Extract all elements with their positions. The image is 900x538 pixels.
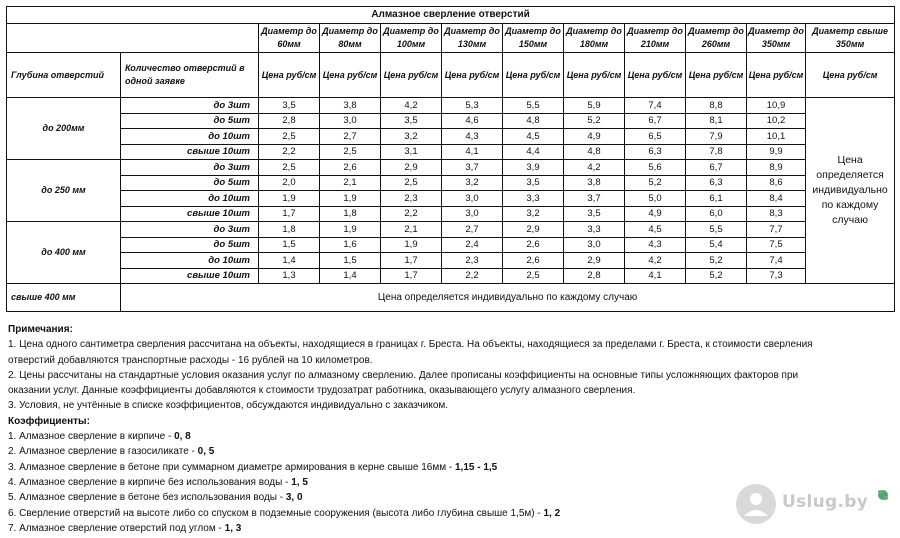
price-cell: 2,2 xyxy=(381,206,442,222)
coefficient-text: 5. Алмазное сверление в бетоне без использования воды - xyxy=(8,492,286,504)
price-cell: 3,7 xyxy=(442,160,503,176)
price-cell: 1,9 xyxy=(320,191,381,207)
price-cell: 4,5 xyxy=(625,222,686,238)
quantity-cell: свыше 10шт xyxy=(121,206,259,222)
price-cell: 2,8 xyxy=(564,268,625,284)
price-cell: 7,4 xyxy=(747,253,806,269)
price-cell: 2,5 xyxy=(503,268,564,284)
price-unit-header: Цена руб/см xyxy=(806,53,895,98)
price-cell: 2,2 xyxy=(259,144,320,160)
table-row xyxy=(7,144,895,160)
price-cell: 5,2 xyxy=(564,113,625,129)
price-cell: 2,4 xyxy=(442,237,503,253)
watermark-logo xyxy=(728,482,893,530)
price-cell: 10,1 xyxy=(747,129,806,145)
price-cell: 2,1 xyxy=(381,222,442,238)
price-cell: 3,0 xyxy=(442,191,503,207)
table-row xyxy=(7,113,895,129)
price-unit-header: Цена руб/см xyxy=(564,53,625,98)
coefficient-text: 3. Алмазное сверление в бетоне при суммарном диаметре армирования в керне свыше 16мм - xyxy=(8,461,455,473)
price-cell: 10,9 xyxy=(747,98,806,114)
price-cell: 4,6 xyxy=(442,113,503,129)
diameter-header: Диаметр до 210мм xyxy=(625,24,686,53)
price-cell: 5,0 xyxy=(625,191,686,207)
price-unit-header: Цена руб/см xyxy=(747,53,806,98)
price-cell: 8,8 xyxy=(686,98,747,114)
table-row xyxy=(7,237,895,253)
price-cell: 4,8 xyxy=(564,144,625,160)
price-cell: 5,3 xyxy=(442,98,503,114)
diameter-header: Диаметр до 130мм xyxy=(442,24,503,53)
price-cell: 3,0 xyxy=(564,237,625,253)
price-cell: 3,2 xyxy=(503,206,564,222)
price-cell: 3,2 xyxy=(381,129,442,145)
price-cell: 3,2 xyxy=(442,175,503,191)
price-cell: 2,7 xyxy=(442,222,503,238)
coefficient-text: 1. Алмазное сверление в кирпиче - xyxy=(8,431,175,443)
coefficient-value: 1, 3 xyxy=(224,522,242,534)
diameter-header: Диаметр до 150мм xyxy=(503,24,564,53)
table-row xyxy=(7,98,895,114)
quantity-cell: до 3шт xyxy=(121,98,259,114)
price-cell: 7,9 xyxy=(686,129,747,145)
price-cell: 9,9 xyxy=(747,144,806,160)
coefficient-line xyxy=(8,460,878,475)
price-cell: 6,0 xyxy=(686,206,747,222)
price-cell: 1,7 xyxy=(381,268,442,284)
price-cell: 4,4 xyxy=(503,144,564,160)
price-cell: 4,1 xyxy=(625,268,686,284)
price-cell: 1,8 xyxy=(320,206,381,222)
coefficient-value: 1, 2 xyxy=(543,507,561,519)
price-cell: 2,2 xyxy=(442,268,503,284)
price-cell: 1,3 xyxy=(259,268,320,284)
price-cell: 3,5 xyxy=(381,113,442,129)
price-cell: 5,9 xyxy=(564,98,625,114)
table-row xyxy=(7,175,895,191)
table-row xyxy=(7,160,895,176)
price-cell: 1,4 xyxy=(259,253,320,269)
price-cell: 6,7 xyxy=(625,113,686,129)
price-table xyxy=(6,6,895,312)
quantity-cell: до 10шт xyxy=(121,129,259,145)
quantity-cell: свыше 10шт xyxy=(121,144,259,160)
price-cell: 5,5 xyxy=(686,222,747,238)
price-cell: 2,8 xyxy=(259,113,320,129)
price-cell: 3,0 xyxy=(320,113,381,129)
price-cell: 3,3 xyxy=(564,222,625,238)
price-cell: 1,7 xyxy=(381,253,442,269)
diameter-header: Диаметр до 350мм xyxy=(747,24,806,53)
price-cell: 3,8 xyxy=(320,98,381,114)
watermark-text: Uslug.by xyxy=(782,492,869,512)
price-unit-header: Цена руб/см xyxy=(320,53,381,98)
price-cell: 3,5 xyxy=(259,98,320,114)
price-cell: 1,5 xyxy=(259,237,320,253)
coefficient-value: 0, 5 xyxy=(197,446,215,458)
price-cell: 2,5 xyxy=(320,144,381,160)
price-cell: 3,5 xyxy=(564,206,625,222)
table-row xyxy=(7,129,895,145)
note-line: 1. Цена одного сантиметра сверления рассчитана на объекты, находящиеся в границах г. Бреста. На объекты, находящиеся за пределами г. Бреста, к стоимости сверления xyxy=(8,339,813,351)
price-cell: 10,2 xyxy=(747,113,806,129)
price-cell: 6,3 xyxy=(625,144,686,160)
price-cell: 5,2 xyxy=(686,268,747,284)
price-cell: 1,6 xyxy=(320,237,381,253)
coefficients-heading: Коэффициенты: xyxy=(8,415,90,427)
price-cell: 1,4 xyxy=(320,268,381,284)
price-cell: 2,9 xyxy=(381,160,442,176)
price-cell: 1,9 xyxy=(381,237,442,253)
price-cell: 3,8 xyxy=(564,175,625,191)
price-cell: 6,7 xyxy=(686,160,747,176)
price-cell: 5,2 xyxy=(686,253,747,269)
quantity-cell: свыше 10шт xyxy=(121,268,259,284)
coefficient-text: 2. Алмазное сверление в газосиликате - xyxy=(8,446,198,458)
price-cell: 3,7 xyxy=(564,191,625,207)
coefficient-value: 1, 5 xyxy=(291,476,308,488)
table-row xyxy=(7,253,895,269)
coefficient-line xyxy=(8,444,878,459)
price-cell: 4,8 xyxy=(503,113,564,129)
price-cell: 7,7 xyxy=(747,222,806,238)
table-title: Алмазное сверление отверстий xyxy=(7,7,895,24)
depth-column-header: Глубина отверстий xyxy=(7,53,121,98)
coefficient-text: 6. Сверление отверстий на высоте либо со спуском в подземные сооружения (высота либо глубина свыше 1,5м) - xyxy=(8,507,544,519)
coefficient-line xyxy=(8,429,878,444)
price-cell: 4,2 xyxy=(625,253,686,269)
price-cell: 5,6 xyxy=(625,160,686,176)
quantity-cell: до 10шт xyxy=(121,191,259,207)
depth-cell: до 250 мм xyxy=(7,160,121,222)
diameter-header: Диаметр до 60мм xyxy=(259,24,320,53)
price-cell: 4,2 xyxy=(564,160,625,176)
diameter-header: Диаметр до 80мм xyxy=(320,24,381,53)
price-cell: 8,9 xyxy=(747,160,806,176)
price-cell: 3,1 xyxy=(381,144,442,160)
price-unit-header: Цена руб/см xyxy=(686,53,747,98)
price-cell: 7,4 xyxy=(625,98,686,114)
price-cell: 2,7 xyxy=(320,129,381,145)
quantity-cell: до 5шт xyxy=(121,113,259,129)
price-cell: 2,6 xyxy=(503,253,564,269)
coefficient-text: 4. Алмазное сверление в кирпиче без использования воды - xyxy=(8,476,292,488)
price-cell: 8,4 xyxy=(747,191,806,207)
price-cell: 2,3 xyxy=(442,253,503,269)
quantity-cell: до 3шт xyxy=(121,160,259,176)
depth-over-400: свыше 400 мм xyxy=(7,284,121,312)
price-cell: 1,9 xyxy=(259,191,320,207)
price-cell: 8,3 xyxy=(747,206,806,222)
diameter-header: Диаметр до 180мм xyxy=(564,24,625,53)
price-cell: 6,3 xyxy=(686,175,747,191)
price-cell: 7,3 xyxy=(747,268,806,284)
price-cell: 8,1 xyxy=(686,113,747,129)
price-cell: 3,3 xyxy=(503,191,564,207)
price-unit-header: Цена руб/см xyxy=(503,53,564,98)
quantity-column-header: Количество отверстий в одной заявке xyxy=(121,53,259,98)
price-cell: 4,1 xyxy=(442,144,503,160)
coefficient-value: 1,15 - 1,5 xyxy=(454,461,498,473)
diameter-header: Диаметр свыше 350мм xyxy=(806,24,895,53)
price-cell: 4,3 xyxy=(625,237,686,253)
price-cell: 2,3 xyxy=(381,191,442,207)
diameter-header: Диаметр до 260мм xyxy=(686,24,747,53)
individual-price-note-row: Цена определяется индивидуально по каждому случаю xyxy=(121,284,895,312)
price-cell: 5,4 xyxy=(686,237,747,253)
table-row xyxy=(7,206,895,222)
price-cell: 2,9 xyxy=(564,253,625,269)
note-line: 3. Условия, не учтённые в списке коэффициентов, обсуждаются индивидуально с заказчиком. xyxy=(8,400,449,412)
price-cell: 1,5 xyxy=(320,253,381,269)
price-cell: 4,9 xyxy=(564,129,625,145)
price-cell: 3,0 xyxy=(442,206,503,222)
coefficient-text: 7. Алмазное сверление отверстий под углом - xyxy=(8,522,225,534)
table-row xyxy=(7,222,895,238)
price-cell: 2,5 xyxy=(381,175,442,191)
price-cell: 4,2 xyxy=(381,98,442,114)
price-unit-header: Цена руб/см xyxy=(625,53,686,98)
depth-cell: до 200мм xyxy=(7,98,121,160)
price-cell: 6,5 xyxy=(625,129,686,145)
note-line: оказании услуг. Данные коэффициенты добавляются к стоимости трудозатрат работника, оказывающего услугу алмазного сверления. xyxy=(8,385,636,397)
price-cell: 1,7 xyxy=(259,206,320,222)
diameter-header: Диаметр до 100мм xyxy=(381,24,442,53)
price-cell: 1,9 xyxy=(320,222,381,238)
price-cell: 7,5 xyxy=(747,237,806,253)
price-cell: 4,9 xyxy=(625,206,686,222)
note-line: 2. Цены рассчитаны на стандартные условия оказания услуг по алмазному сверлению. Далее прописаны коэффициенты на основные типы усложняющих факторов при xyxy=(8,369,799,381)
price-cell: 5,5 xyxy=(503,98,564,114)
price-cell: 2,5 xyxy=(259,160,320,176)
price-cell: 8,6 xyxy=(747,175,806,191)
price-cell: 5,2 xyxy=(625,175,686,191)
leaf-icon xyxy=(876,488,890,502)
table-row xyxy=(7,268,895,284)
price-unit-header: Цена руб/см xyxy=(381,53,442,98)
price-cell: 3,9 xyxy=(503,160,564,176)
quantity-cell: до 5шт xyxy=(121,175,259,191)
price-cell: 2,6 xyxy=(320,160,381,176)
price-unit-header: Цена руб/см xyxy=(259,53,320,98)
price-cell: 2,5 xyxy=(259,129,320,145)
depth-cell: до 400 мм xyxy=(7,222,121,284)
price-unit-header: Цена руб/см xyxy=(442,53,503,98)
price-cell: 4,5 xyxy=(503,129,564,145)
quantity-cell: до 3шт xyxy=(121,222,259,238)
price-cell: 2,9 xyxy=(503,222,564,238)
silhouette-logo-icon xyxy=(728,482,788,530)
table-row xyxy=(7,191,895,207)
price-cell: 4,3 xyxy=(442,129,503,145)
price-cell: 2,0 xyxy=(259,175,320,191)
individual-price-note: Цена определяется индивидуально по каждому случаю xyxy=(806,98,895,284)
price-cell: 2,6 xyxy=(503,237,564,253)
notes-heading: Примечания: xyxy=(8,324,73,335)
quantity-cell: до 5шт xyxy=(121,237,259,253)
note-line: отверстий добавляются транспортные расходы - 16 рублей на 10 километров. xyxy=(8,354,373,366)
coefficient-value: 0, 8 xyxy=(174,431,191,443)
price-cell: 6,1 xyxy=(686,191,747,207)
price-cell: 2,1 xyxy=(320,175,381,191)
price-cell: 1,8 xyxy=(259,222,320,238)
coefficient-value: 3, 0 xyxy=(285,492,303,504)
quantity-cell: до 10шт xyxy=(121,253,259,269)
price-cell: 7,8 xyxy=(686,144,747,160)
price-cell: 3,5 xyxy=(503,175,564,191)
